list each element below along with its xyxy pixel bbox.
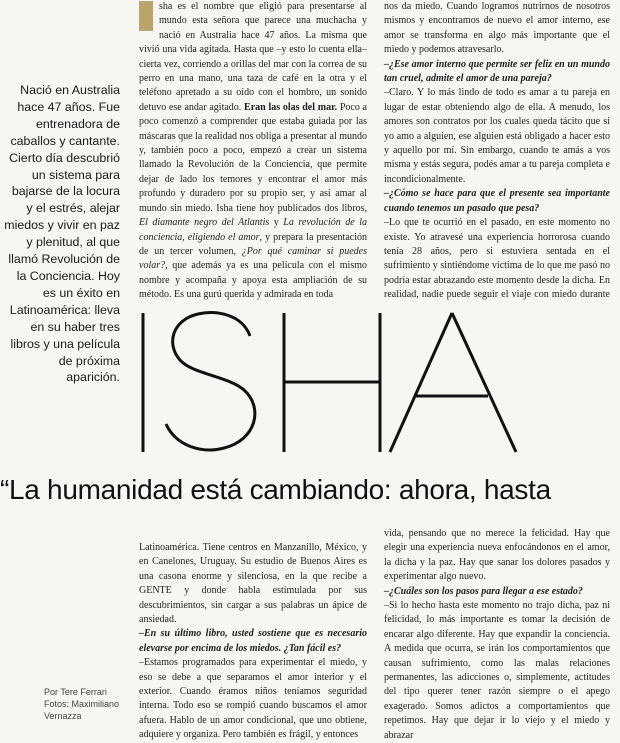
article-text: sha es el nombre que eligió para presentarse al mundo esta señora que parece una muchacha y nació en Australia hace 47 años. La misma que vivió una vida agitada. Hasta que –y esto lo cuenta ella– cierta vez, corriendo a orillas del mar con la correa de su perro en una mano, una taza de café en la otra y el teléfono apretado a su oído con el hombro, un sonido detuvo ese andar agitado.: [139, 1, 367, 113]
isha-heading-letters: [132, 300, 620, 458]
article-column-3: [139, 541, 367, 743]
article-column-1: [139, 0, 367, 303]
article-paragraph: –Lo que te ocurrió en el pasado, en este momento no existe. Yo atravesé una experiencia horrorosa cuando tenía 28 años, pero si estuviera sentada en el sufrimiento y sintiéndome víctima de lo que me pasó no podría estar abrazando este momento desde la dicha. En realidad, nadie puede seguir el viaje con miedo durante: [384, 217, 610, 301]
article-text: Poco a poco comenzó a comprender que estaba guiada por las máscaras que la realidad nos obliga a presentar al mundo y, también poco a poco, empezó a crear un sistema llamado la Revolución de la Conciencia, que permite dejar de lado los temores y encontrar el amor más profundo y duradero por su propio ser, y así amar al mundo sin miedo. Isha tiene hoy publicados dos libros,: [139, 101, 367, 214]
sidebar-blurb: Nació en Australia hace 47 años. Fue entrenadora de caballos y cantante. Cierto día descubrió un sistema para bajarse de la locura y el estrés, alejar miedos y vivir en paz y plenitud, al que llamó Revolución de la Conciencia. Hoy es un éxito en Latinoamérica: lleva en su haber tres libros y una película de próxima aparición.: [4, 83, 120, 385]
interview-question: –En su último libro, usted sostiene que es necesario elevarse por encima de los miedos. ¿Tan fácil es?: [139, 628, 367, 654]
article-text: , y prepara la presentación de un tercer volumen,: [139, 231, 367, 257]
pull-quote: “La humanidad está cambiando: ahora, hasta: [0, 474, 551, 505]
letter-a-right: [452, 313, 516, 452]
article-paragraph: [139, 0, 367, 303]
article-paragraph: Latinoamérica. Tiene centros en Manzanillo, México, y en Canelones, Uruguay. Su estudio de Buenos Aires es una casona enorme y silenciosa, en la que recibe a GENTE y donde habla estimulada por sus descubrimientos, sin cargar a sus palabras un ápice de ansiedad.: [139, 542, 367, 626]
isha-heading: [132, 300, 620, 458]
article-column-4: [384, 527, 610, 743]
interview-question: –¿Ese amor interno que permite ser feliz en un mundo tan cruel, admite el amor de una pareja?: [384, 58, 610, 85]
article-paragraph: –Estamos programados para experimentar el miedo, y eso se debe a que separamos el amor interior y el exterior. Cuando éramos niños teníamos seguridad interna. Todo eso se rompió cuando buscamos el amor afuera. Hablo de un amor condicional, que uno obtiene, adquiere y organiza. Pero también es frágil, y entonces: [139, 657, 367, 741]
article-column-2: [384, 0, 610, 317]
article-paragraph: –Si lo hecho hasta este momento no trajo dicha, paz ni felicidad, lo más importante es tomar la decisión de encarar algo diferente. Hay que expandir la conciencia. A medida que ocurra, se irán los comportamientos que causan sufrimiento, como las malas relaciones permanentes, las adicciones o, simplemente, actitudes del tipo querer tener razón siempre o el apego exagerado. Somos adictos a comportamientos que repetimos. Hay que dejar ir lo viejo y el miedo y abrazar: [384, 600, 610, 741]
book-title: ¿Por qué caminar si puedes volar?: [139, 245, 367, 272]
article-paragraph: vida, pensando que no merece la felicidad. Hay que elegir una experiencia nueva enfocándonos en el amor, la dicha y la paz. Hay que sanar los dolores pasados y experimentar algo nuevo.: [384, 528, 610, 583]
letter-a-left: [390, 313, 452, 452]
credit-author: Por Tere Ferrari: [44, 687, 107, 697]
interview-question: –¿Cuáles son los pasos para llegar a ese estado?: [384, 585, 583, 597]
article-text: , que además ya es una película con el mismo nombre y acompaña y apoya esta ampliación de su método. Es una gurú querida y admirada en toda: [139, 260, 367, 301]
article-paragraph: –Claro. Y lo más lindo de todo es amar a tu pareja en lugar de estar obteniendo algo de ella. A menudo, los amores son contratos por los cuales queda tácito que si yo amo a alguien, ese alguien está obligado a hacer esto y aquello por mí. Sin embargo, cuando te amás a vos misma y estás segura, podés amar a tu pareja completa e incondicionalmente.: [384, 87, 610, 185]
credit-photographer: Vernazza: [44, 711, 82, 721]
drop-cap-block: [139, 1, 153, 31]
article-paragraph: nos da miedo. Cuando logramos nutrirnos de nosotros mismos y encontramos de nuevo el amor interno, ese amor se transforma en algo más importante que el miedo y podemos atravesarlo.: [384, 1, 610, 56]
interview-question: –¿Cómo se hace para que el presente sea importante cuando tenemos un pasado que pesa?: [384, 188, 610, 214]
article-text: y: [269, 217, 284, 229]
letter-s: [166, 313, 255, 450]
article-text-bold: Eran las olas del mar.: [244, 101, 338, 113]
book-title: El diamante negro del Atlantis: [139, 217, 270, 229]
credit-photos: Fotos: Maximiliano: [44, 699, 120, 709]
book-title: La revolución de la conciencia, eligiendo el amor: [139, 217, 368, 243]
photo-credits: [44, 686, 124, 722]
